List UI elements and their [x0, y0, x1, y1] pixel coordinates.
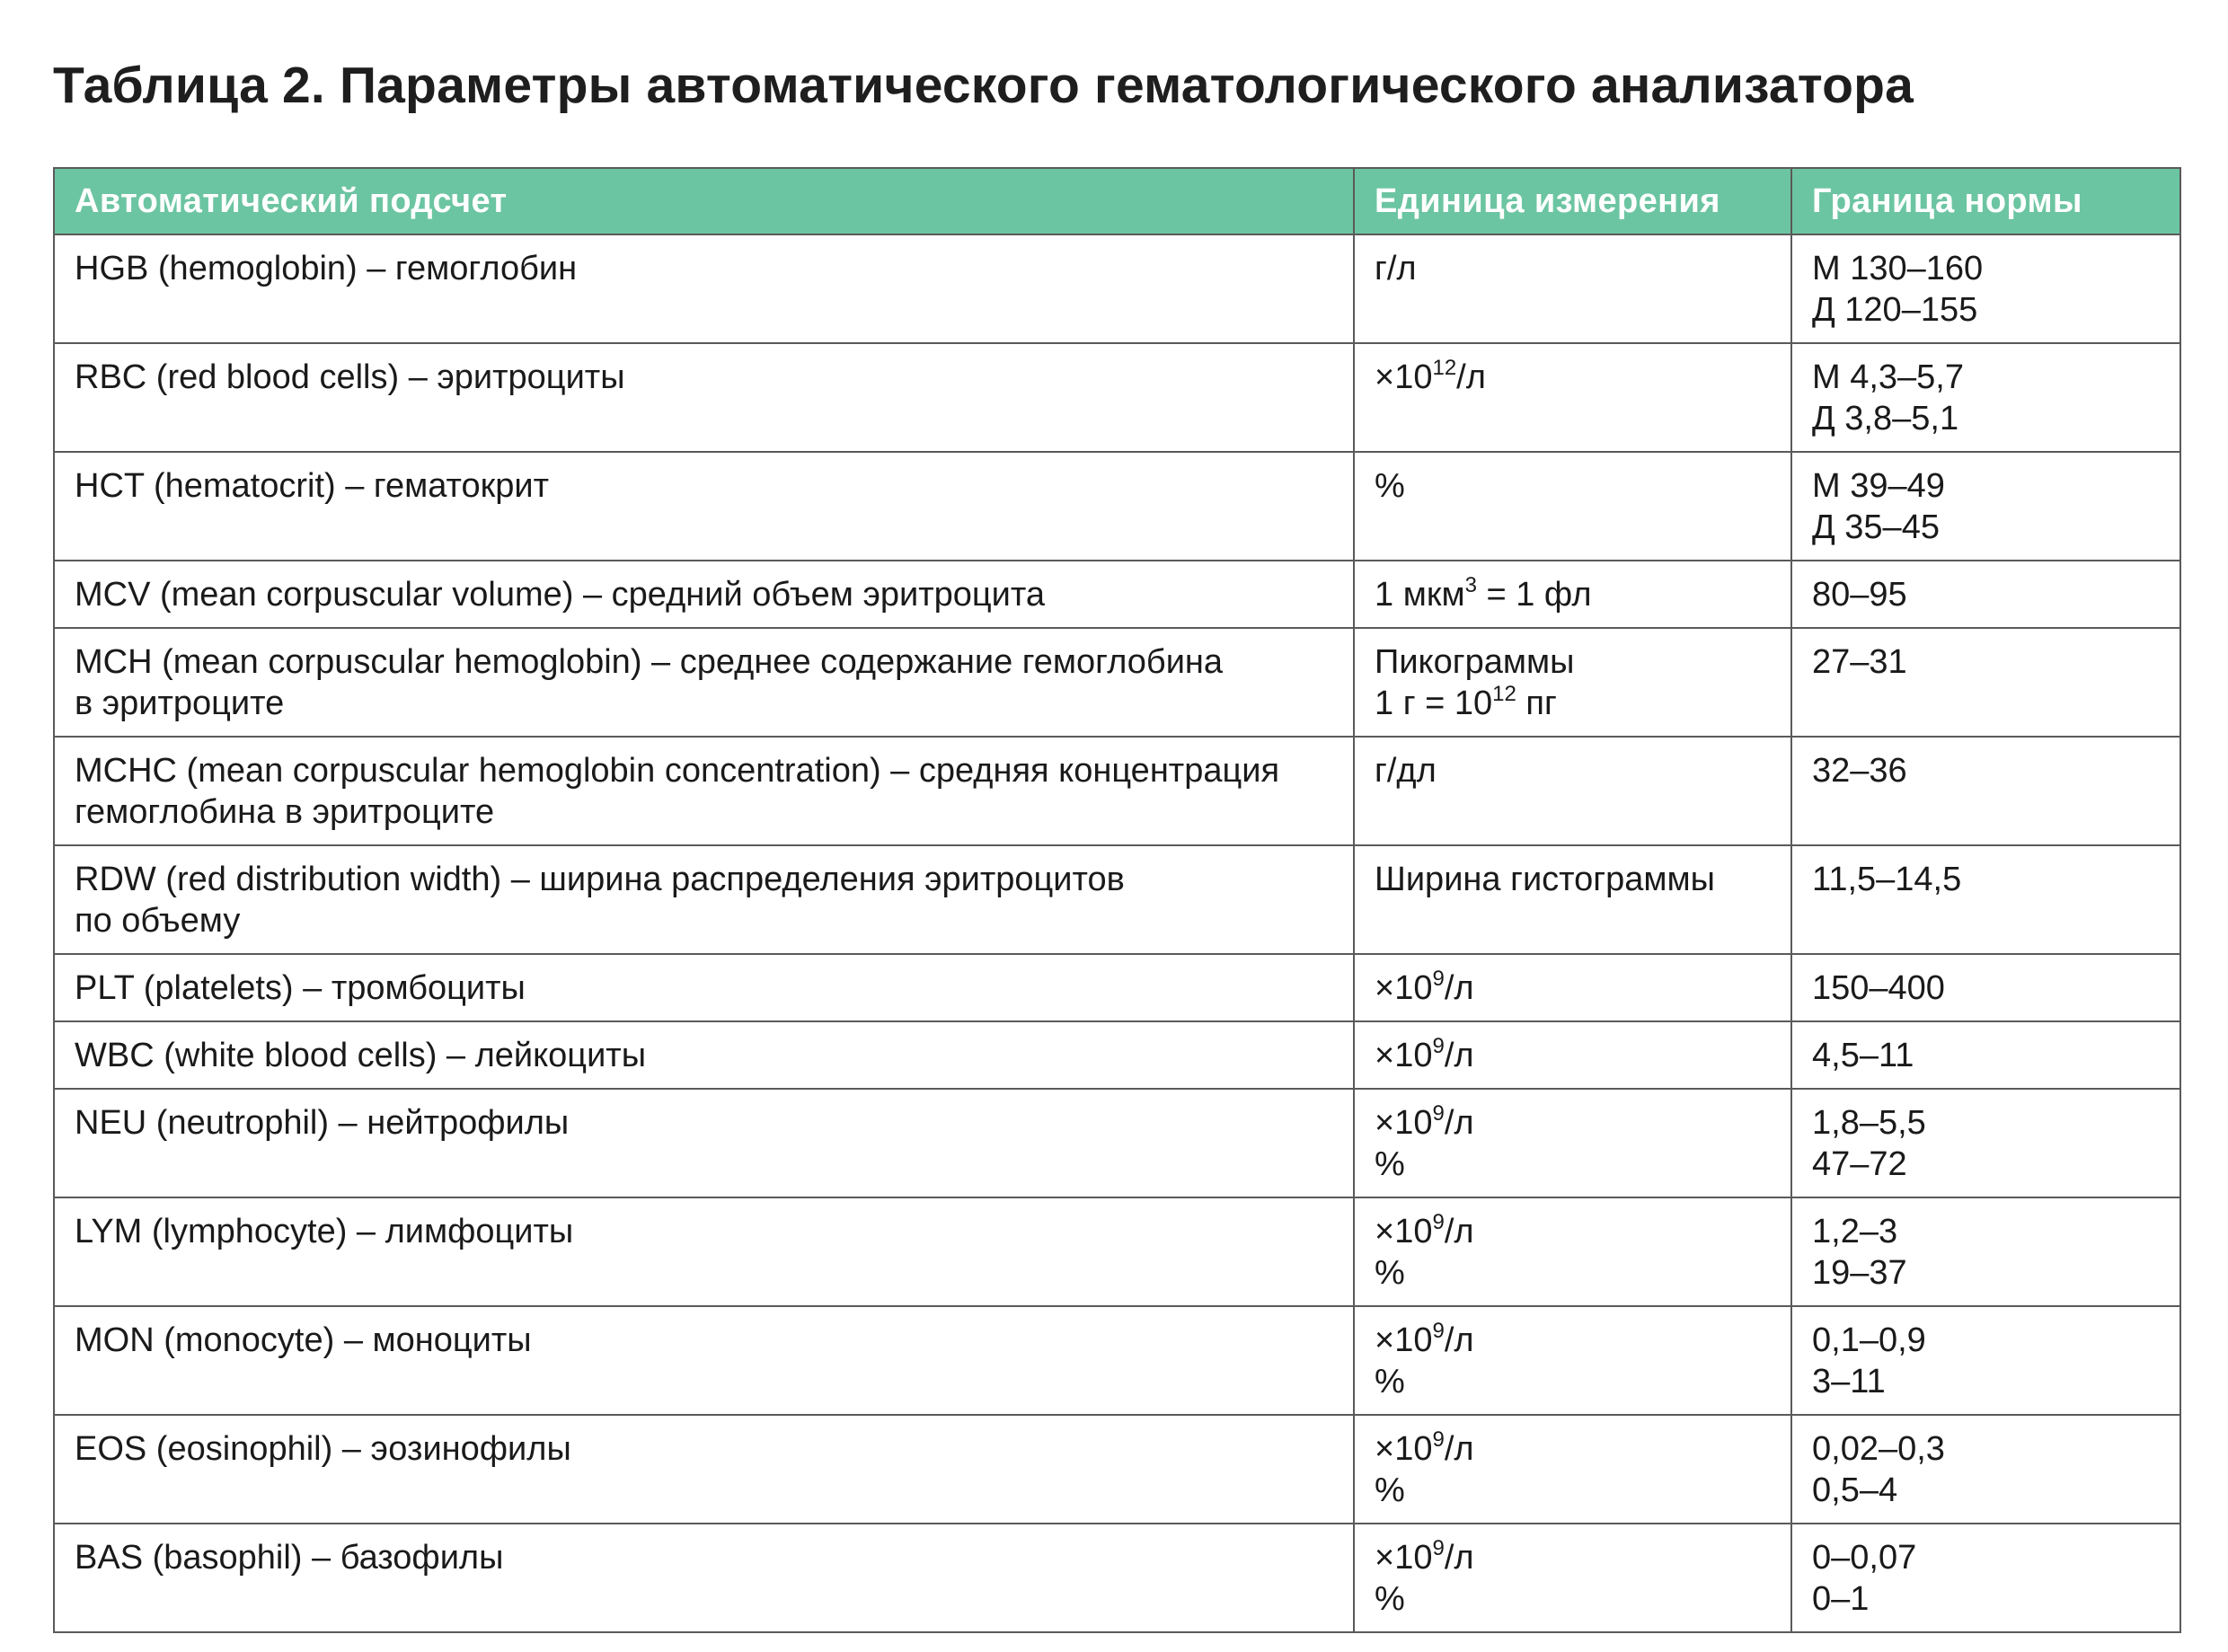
- cell-line: по объему: [75, 902, 241, 940]
- cell-line-with-superscript: [1375, 683, 1771, 724]
- cell-line: PLT (platelets) – тромбоциты: [75, 969, 526, 1007]
- cell-line: 0,5–4: [1812, 1471, 1898, 1509]
- cell-line-with-superscript: [1375, 1537, 1771, 1578]
- parameter-cell: [54, 561, 1354, 628]
- cell-line: %: [1375, 1580, 1405, 1618]
- cell-line: Д 3,8–5,1: [1812, 400, 1959, 437]
- table-row: [54, 234, 2180, 343]
- unit-cell: [1354, 954, 1791, 1021]
- cell-line: %: [1375, 467, 1405, 505]
- unit-suffix: /л: [1444, 1539, 1474, 1577]
- parameter-cell: [54, 1524, 1354, 1632]
- table-row: [54, 1306, 2180, 1415]
- header-norm: Граница нормы: [1791, 168, 2180, 234]
- norm-cell: [1791, 1089, 2180, 1197]
- unit-cell: [1354, 628, 1791, 737]
- parameter-cell: [54, 954, 1354, 1021]
- table-row: [54, 452, 2180, 561]
- cell-line: 1,2–3: [1812, 1213, 1898, 1250]
- unit-base: ×10: [1375, 1430, 1433, 1468]
- norm-cell: [1791, 1415, 2180, 1524]
- cell-line: 0,02–0,3: [1812, 1430, 1945, 1468]
- cell-line-with-superscript: [1375, 967, 1771, 1009]
- parameter-cell: [54, 1021, 1354, 1089]
- cell-line: BAS (basophil) – базофилы: [75, 1539, 504, 1577]
- cell-line: 3–11: [1812, 1363, 1886, 1400]
- cell-line: 150–400: [1812, 969, 1945, 1007]
- unit-cell: [1354, 737, 1791, 845]
- unit-base: ×10: [1375, 1539, 1433, 1577]
- unit-cell: [1354, 1089, 1791, 1197]
- table-header: [54, 168, 2180, 234]
- unit-exponent: 3: [1464, 573, 1477, 597]
- table-row: [54, 628, 2180, 737]
- table-row: [54, 343, 2180, 452]
- unit-exponent: 9: [1432, 1034, 1445, 1058]
- cell-line: %: [1375, 1363, 1405, 1400]
- parameter-cell: [54, 1306, 1354, 1415]
- cell-line: 80–95: [1812, 576, 1907, 614]
- norm-cell: [1791, 452, 2180, 561]
- unit-suffix: /л: [1444, 1104, 1474, 1142]
- unit-cell: [1354, 845, 1791, 954]
- cell-line: HCT (hematocrit) – гематокрит: [75, 467, 550, 505]
- unit-exponent: 9: [1432, 1101, 1445, 1126]
- unit-base: 1 г = 10: [1375, 685, 1493, 722]
- cell-line: 0–1: [1812, 1580, 1870, 1618]
- table-row: [54, 561, 2180, 628]
- cell-line: MCHC (mean corpuscular hemoglobin concentration) – средняя концентрация: [75, 752, 1280, 790]
- unit-cell: [1354, 1415, 1791, 1524]
- cell-line-with-superscript: [1375, 1102, 1771, 1144]
- parameter-cell: [54, 737, 1354, 845]
- cell-line: Пикограммы: [1375, 643, 1575, 681]
- cell-line: 4,5–11: [1812, 1037, 1914, 1074]
- cell-line: 32–36: [1812, 752, 1907, 790]
- unit-base: ×10: [1375, 1213, 1433, 1250]
- cell-line: RDW (red distribution width) – ширина распределения эритроцитов: [75, 861, 1125, 898]
- norm-cell: [1791, 628, 2180, 737]
- unit-suffix: /л: [1444, 1321, 1474, 1359]
- cell-line: LYM (lymphocyte) – лимфоциты: [75, 1213, 574, 1250]
- cell-line-with-superscript: [1375, 1320, 1771, 1361]
- cell-line: Д 120–155: [1812, 291, 1978, 329]
- cell-line: г/дл: [1375, 752, 1437, 790]
- cell-line: 11,5–14,5: [1812, 861, 1962, 898]
- table-row: [54, 1524, 2180, 1632]
- norm-cell: [1791, 561, 2180, 628]
- table-row: [54, 954, 2180, 1021]
- norm-cell: [1791, 845, 2180, 954]
- cell-line: WBC (white blood cells) – лейкоциты: [75, 1037, 647, 1074]
- unit-base: 1 мкм: [1375, 576, 1465, 614]
- unit-suffix: /л: [1444, 1213, 1474, 1250]
- cell-line: М 39–49: [1812, 467, 1945, 505]
- unit-cell: [1354, 1306, 1791, 1415]
- unit-cell: [1354, 1021, 1791, 1089]
- unit-suffix: = 1 фл: [1476, 576, 1592, 614]
- parameter-cell: [54, 452, 1354, 561]
- unit-cell: [1354, 1197, 1791, 1306]
- cell-line: %: [1375, 1254, 1405, 1292]
- cell-line: HGB (hemoglobin) – гемоглобин: [75, 250, 578, 287]
- unit-cell: [1354, 452, 1791, 561]
- unit-cell: [1354, 343, 1791, 452]
- norm-cell: [1791, 1021, 2180, 1089]
- cell-line: %: [1375, 1145, 1405, 1183]
- cell-line: 0–0,07: [1812, 1539, 1917, 1577]
- table-row: [54, 1089, 2180, 1197]
- unit-exponent: 9: [1432, 967, 1445, 991]
- unit-cell: [1354, 234, 1791, 343]
- unit-suffix: /л: [1456, 358, 1486, 396]
- unit-exponent: 9: [1432, 1319, 1445, 1343]
- cell-line: гемоглобина в эритроците: [75, 793, 495, 831]
- norm-cell: [1791, 737, 2180, 845]
- header-parameter: Автоматический подсчет: [54, 168, 1354, 234]
- cell-line: г/л: [1375, 250, 1417, 287]
- unit-cell: [1354, 1524, 1791, 1632]
- cell-line: EOS (eosinophil) – эозинофилы: [75, 1430, 571, 1468]
- cell-line: 19–37: [1812, 1254, 1907, 1292]
- unit-suffix: /л: [1444, 1037, 1474, 1074]
- unit-exponent: 12: [1492, 682, 1516, 706]
- unit-exponent: 12: [1432, 356, 1457, 380]
- norm-cell: [1791, 1524, 2180, 1632]
- parameter-cell: [54, 845, 1354, 954]
- table-row: [54, 1197, 2180, 1306]
- table-title: Таблица 2. Параметры автоматического гематологического анализатора: [53, 57, 1914, 114]
- cell-line-with-superscript: [1375, 574, 1771, 615]
- cell-line-with-superscript: [1375, 1428, 1771, 1470]
- table-row: [54, 1021, 2180, 1089]
- cell-line: М 130–160: [1812, 250, 1984, 287]
- parameter-cell: [54, 1197, 1354, 1306]
- table-row: [54, 1415, 2180, 1524]
- header-unit: Единица измерения: [1354, 168, 1791, 234]
- parameters-table: [53, 167, 2181, 1633]
- cell-line: Ширина гистограммы: [1375, 861, 1715, 898]
- unit-exponent: 9: [1432, 1427, 1445, 1452]
- cell-line: RBC (red blood cells) – эритроциты: [75, 358, 625, 396]
- cell-line-with-superscript: [1375, 357, 1771, 398]
- unit-base: ×10: [1375, 1037, 1433, 1074]
- cell-line: MCH (mean corpuscular hemoglobin) – среднее содержание гемоглобина: [75, 643, 1224, 681]
- cell-line: NEU (neutrophil) – нейтрофилы: [75, 1104, 570, 1142]
- norm-cell: [1791, 1306, 2180, 1415]
- table-row: [54, 845, 2180, 954]
- norm-cell: [1791, 343, 2180, 452]
- cell-line: MON (monocyte) – моноциты: [75, 1321, 532, 1359]
- parameter-cell: [54, 1089, 1354, 1197]
- norm-cell: [1791, 954, 2180, 1021]
- unit-base: ×10: [1375, 1104, 1433, 1142]
- unit-suffix: пг: [1516, 685, 1557, 722]
- unit-suffix: /л: [1444, 1430, 1474, 1468]
- unit-base: ×10: [1375, 1321, 1433, 1359]
- cell-line: 0,1–0,9: [1812, 1321, 1926, 1359]
- cell-line: 1,8–5,5: [1812, 1104, 1926, 1142]
- cell-line: 47–72: [1812, 1145, 1907, 1183]
- parameter-cell: [54, 628, 1354, 737]
- cell-line: Д 35–45: [1812, 508, 1940, 546]
- parameter-cell: [54, 1415, 1354, 1524]
- cell-line-with-superscript: [1375, 1035, 1771, 1076]
- unit-exponent: 9: [1432, 1536, 1445, 1560]
- cell-line: %: [1375, 1471, 1405, 1509]
- norm-cell: [1791, 1197, 2180, 1306]
- unit-base: ×10: [1375, 969, 1433, 1007]
- table-row: [54, 737, 2180, 845]
- norm-cell: [1791, 234, 2180, 343]
- table-body: [54, 234, 2180, 1632]
- cell-line-with-superscript: [1375, 1211, 1771, 1252]
- unit-exponent: 9: [1432, 1210, 1445, 1234]
- cell-line: М 4,3–5,7: [1812, 358, 1964, 396]
- cell-line: в эритроците: [75, 685, 285, 722]
- cell-line: 27–31: [1812, 643, 1907, 681]
- cell-line: MCV (mean corpuscular volume) – средний объем эритроцита: [75, 576, 1045, 614]
- header-row: [54, 168, 2180, 234]
- parameter-cell: [54, 234, 1354, 343]
- parameter-cell: [54, 343, 1354, 452]
- unit-base: ×10: [1375, 358, 1433, 396]
- unit-suffix: /л: [1444, 969, 1474, 1007]
- unit-cell: [1354, 561, 1791, 628]
